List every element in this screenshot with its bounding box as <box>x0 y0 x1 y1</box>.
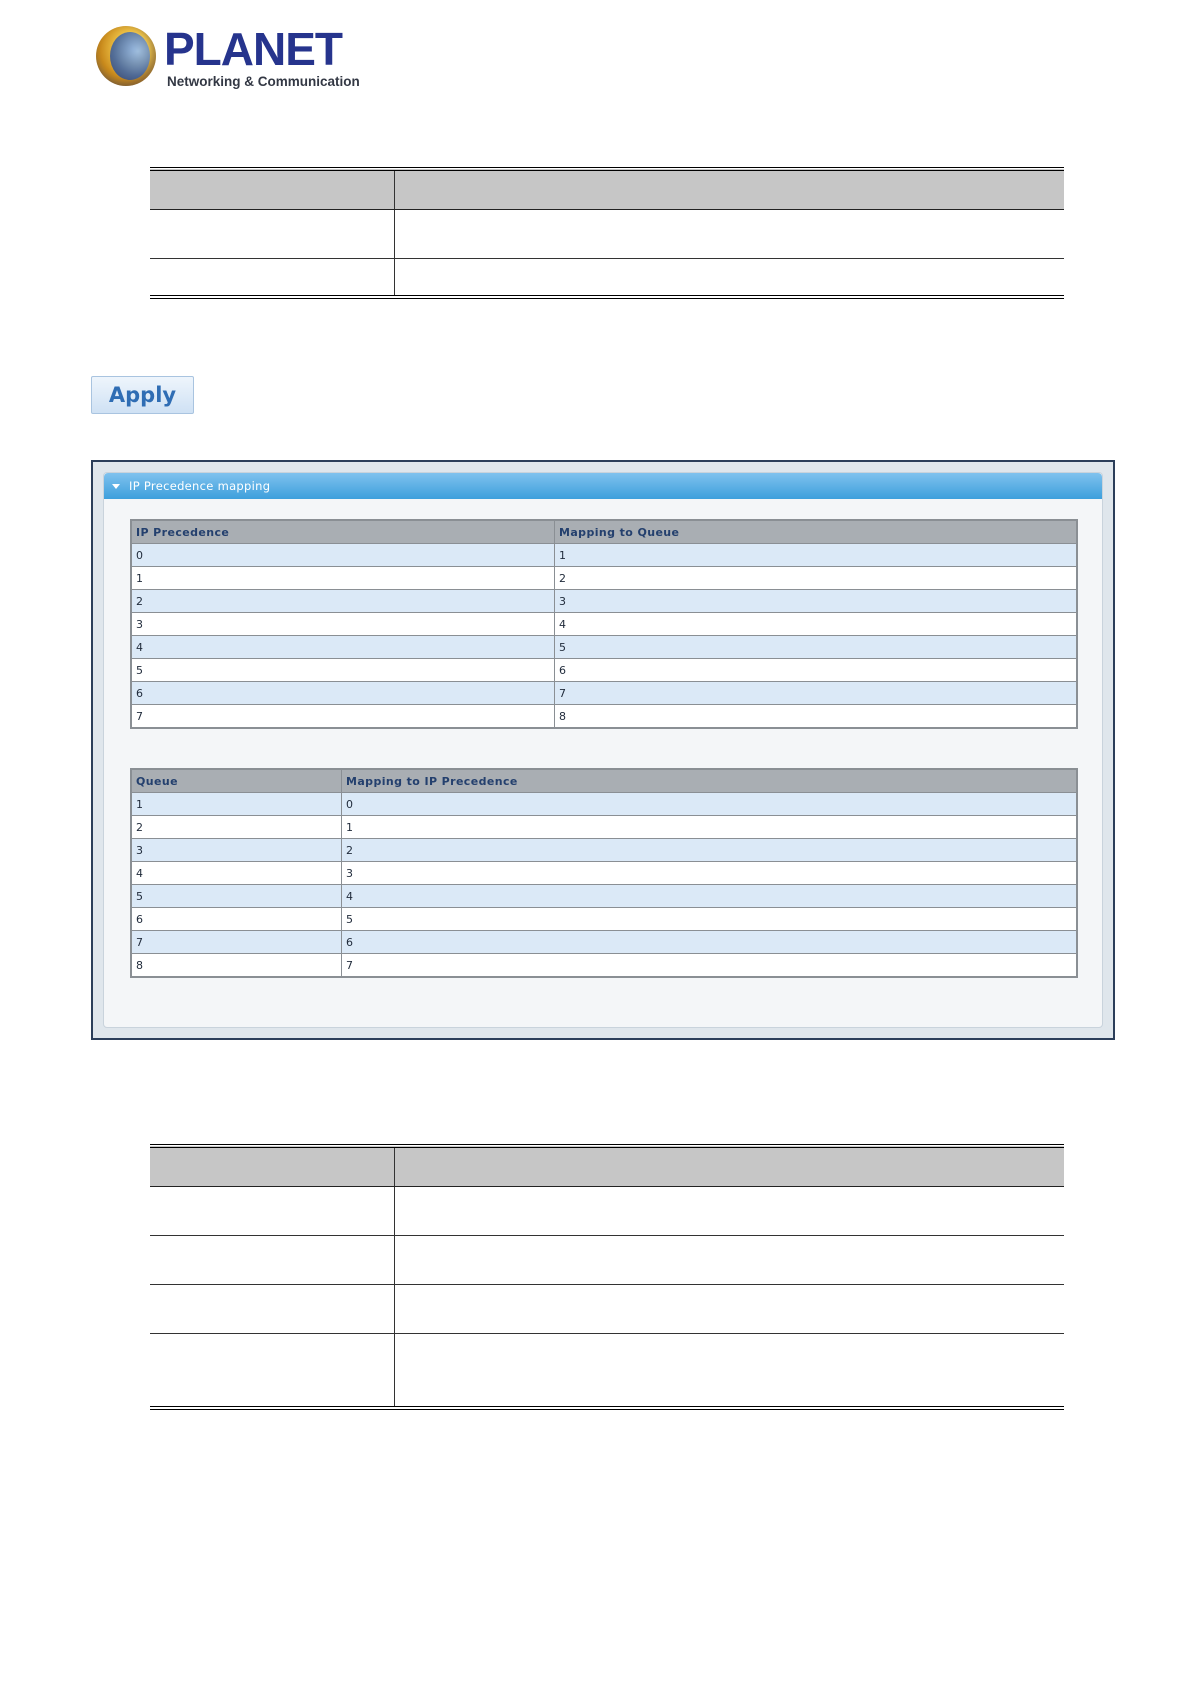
table-cell: 4 <box>131 862 342 885</box>
table-cell: 6 <box>555 659 1078 682</box>
table-row <box>131 544 1077 567</box>
table-cell: 8 <box>131 954 342 978</box>
table-row <box>131 613 1077 636</box>
table-cell: 2 <box>131 590 555 613</box>
table-cell: 4 <box>342 885 1078 908</box>
description-table-1 <box>150 167 1064 299</box>
table-cell: 5 <box>131 885 342 908</box>
column-header: Mapping to Queue <box>555 520 1078 544</box>
table-row <box>131 839 1077 862</box>
table-row <box>131 862 1077 885</box>
table-header-row <box>131 769 1077 793</box>
table-cell: 2 <box>555 567 1078 590</box>
table-cell: 7 <box>131 705 555 729</box>
table-row <box>131 636 1077 659</box>
table-row <box>150 1236 1064 1285</box>
planet-logo <box>96 22 360 94</box>
table-cell: 7 <box>342 954 1078 978</box>
screenshot-frame <box>91 460 1115 1040</box>
table-cell: 8 <box>555 705 1078 729</box>
apply-button[interactable]: Apply <box>91 376 194 414</box>
table-row <box>131 705 1077 729</box>
table-cell: 3 <box>342 862 1078 885</box>
table-row <box>131 954 1077 978</box>
table-header-row <box>150 169 1064 210</box>
table-row <box>131 885 1077 908</box>
table-cell: 1 <box>555 544 1078 567</box>
collapse-triangle-icon[interactable] <box>112 484 120 489</box>
table-row <box>131 682 1077 705</box>
table-cell: 6 <box>131 682 555 705</box>
table-cell: 1 <box>131 793 342 816</box>
table-cell: 6 <box>342 931 1078 954</box>
table-cell: 3 <box>131 613 555 636</box>
table-row <box>131 567 1077 590</box>
table-cell: 4 <box>555 613 1078 636</box>
table-row <box>131 908 1077 931</box>
table-row <box>150 259 1064 298</box>
table-cell: 3 <box>555 590 1078 613</box>
table-cell: 4 <box>131 636 555 659</box>
table-cell: 0 <box>342 793 1078 816</box>
table-row <box>150 1187 1064 1236</box>
precedence-to-queue-table <box>130 519 1078 729</box>
table-cell: 2 <box>342 839 1078 862</box>
column-header: IP Precedence <box>131 520 555 544</box>
table-header-row <box>131 520 1077 544</box>
table-row <box>131 931 1077 954</box>
column-header: Mapping to IP Precedence <box>342 769 1078 793</box>
queue-to-precedence-table <box>130 768 1078 978</box>
table-cell: 7 <box>555 682 1078 705</box>
table-row <box>131 816 1077 839</box>
globe-icon <box>96 26 156 86</box>
panel-header[interactable] <box>104 473 1102 499</box>
table-header-row <box>150 1146 1064 1187</box>
table-row <box>150 1285 1064 1334</box>
panel-title: IP Precedence mapping <box>129 479 271 493</box>
table-cell: 5 <box>131 659 555 682</box>
table-cell: 5 <box>555 636 1078 659</box>
logo-tagline: Networking & Communication <box>167 74 360 89</box>
table-cell: 7 <box>131 931 342 954</box>
table-row <box>131 793 1077 816</box>
table-cell: 5 <box>342 908 1078 931</box>
description-table-2 <box>150 1144 1064 1410</box>
table-row <box>131 590 1077 613</box>
column-header: Queue <box>131 769 342 793</box>
table-cell: 1 <box>131 567 555 590</box>
table-cell: 3 <box>131 839 342 862</box>
table-cell: 0 <box>131 544 555 567</box>
table-cell: 6 <box>131 908 342 931</box>
ip-precedence-panel <box>103 472 1103 1028</box>
table-row <box>131 659 1077 682</box>
table-row <box>150 210 1064 259</box>
logo-brand: PLANET <box>164 23 342 75</box>
table-cell: 2 <box>131 816 342 839</box>
table-cell: 1 <box>342 816 1078 839</box>
table-row <box>150 1334 1064 1409</box>
